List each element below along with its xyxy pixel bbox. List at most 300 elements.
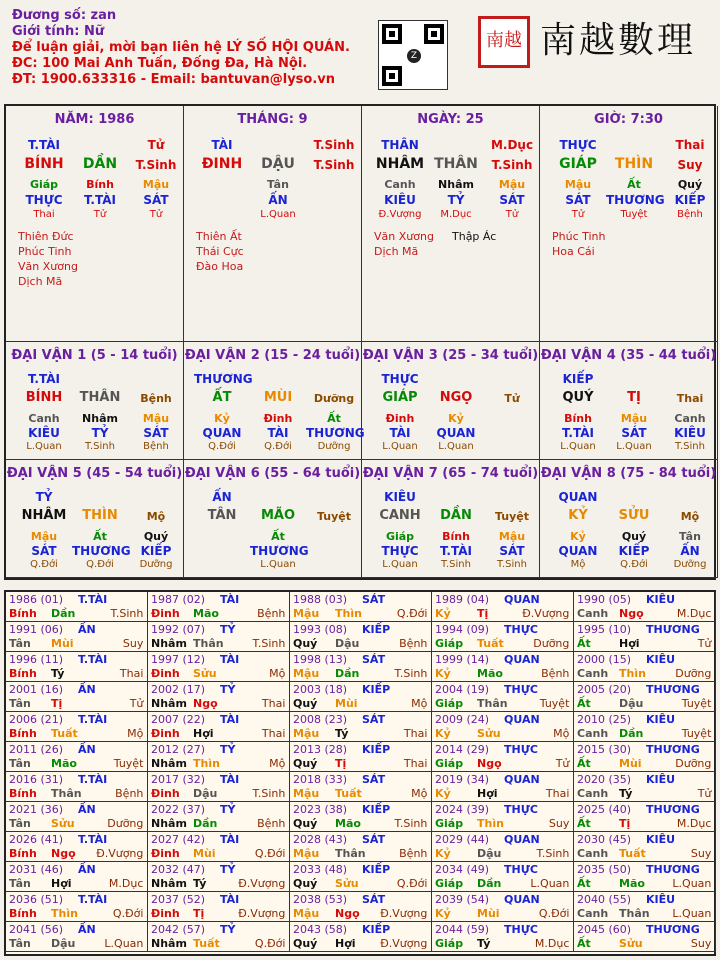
year-branch: Tý [51, 667, 65, 680]
pillar-god: M.Dục [490, 138, 534, 152]
year-label: 2008 (23) [293, 713, 348, 726]
year-branch: Tuất [335, 787, 362, 800]
year-branch: Dần [477, 877, 502, 890]
year-label: 2034 (49) [435, 863, 490, 876]
hidden-stem: Nhâm [438, 178, 474, 191]
pillar-god: Tử [147, 138, 165, 152]
year-god: THỰC [504, 923, 538, 936]
year-branch: Thân [51, 787, 82, 800]
year-cell [574, 622, 716, 652]
year-label: 2001 (16) [9, 683, 64, 696]
year-cell [290, 592, 432, 622]
dai-van-cell [184, 342, 365, 460]
year-branch: Ngọ [335, 907, 360, 920]
year-stem: Tân [9, 757, 31, 770]
hidden-god: TỶ [91, 426, 109, 440]
life-stage: Q.Đới [30, 559, 58, 570]
year-stage: Bệnh [399, 847, 428, 860]
year-label: 2029 (44) [435, 833, 490, 846]
dai-van-god: KIẾP [562, 372, 594, 386]
year-stage: Q.Đới [538, 907, 570, 920]
hidden-stem: Ất [93, 530, 107, 543]
life-stage: Mộ [570, 559, 586, 570]
life-stage: Dưỡng [139, 559, 173, 570]
hidden-god: THƯƠNG [250, 544, 309, 558]
year-stage: M.Dục [676, 817, 712, 830]
year-stage: Dưỡng [107, 817, 144, 830]
year-stem: Mậu [293, 607, 320, 620]
year-label: 2044 (59) [435, 923, 490, 936]
hidden-stem: Mậu [142, 178, 170, 191]
dai-van-cell [362, 342, 540, 460]
dai-van-cell [540, 460, 718, 578]
year-god: T.TÀI [78, 653, 108, 666]
year-branch: Mùi [51, 637, 74, 650]
life-stage: Bệnh [677, 209, 703, 220]
pillar-stem: GIÁP [559, 156, 597, 172]
year-god: TỶ [220, 743, 236, 756]
year-stage: Dưỡng [533, 637, 570, 650]
year-branch: Tuất [193, 937, 220, 950]
year-label: 2006 (21) [9, 713, 64, 726]
life-stage: T.Sinh [497, 559, 527, 570]
year-branch: Mùi [193, 847, 216, 860]
year-god: TÀI [220, 593, 240, 606]
year-stage: Bệnh [399, 637, 428, 650]
year-god: TỶ [220, 863, 236, 876]
year-stem: Ất [577, 937, 591, 950]
life-stage: Tuyệt [620, 209, 648, 220]
pillar-cell [6, 106, 184, 342]
dai-van-stem: ẤT [212, 390, 232, 405]
year-stem: Mậu [293, 907, 320, 920]
pillar-cell [184, 106, 362, 342]
year-stem: Ất [577, 637, 591, 650]
year-stage: Tử [697, 787, 712, 800]
year-stage: T.Sinh [536, 847, 570, 860]
year-god: TỶ [220, 803, 236, 816]
year-label: 2015 (30) [577, 743, 632, 756]
year-label: 1993 (08) [293, 623, 348, 636]
life-stage: L.Quan [26, 441, 62, 452]
life-stage: L.Quan [616, 441, 652, 452]
year-label: 2022 (37) [151, 803, 206, 816]
year-label: 2027 (42) [151, 833, 206, 846]
pillar-stem-stage: T.Sinh [135, 158, 177, 172]
year-god: QUAN [504, 653, 540, 666]
year-cell [574, 862, 716, 892]
hidden-god: QUAN [436, 426, 476, 440]
dai-van-title: ĐẠI VẬN 5 (45 - 54 tuổi) [6, 466, 183, 481]
year-god: KIÊU [646, 593, 676, 606]
year-label: 2030 (45) [577, 833, 632, 846]
year-cell [574, 742, 716, 772]
pillar-stem-stage: Suy [677, 158, 703, 172]
dai-van-branch: TỊ [627, 390, 641, 405]
year-label: 2013 (28) [293, 743, 348, 756]
year-stage: Tuyệt [681, 727, 712, 740]
hidden-god: KIẾP [674, 193, 706, 207]
year-branch: Tị [193, 907, 205, 920]
life-stage: Dưỡng [317, 441, 351, 452]
year-god: TÀI [220, 713, 240, 726]
year-branch: Thìn [619, 667, 646, 680]
year-god: T.TÀI [78, 713, 108, 726]
dai-van-god: ẤN [212, 490, 232, 504]
dai-van-stage: Tử [504, 392, 520, 405]
year-stem: Quý [293, 757, 318, 770]
year-stage: L.Quan [530, 877, 570, 890]
life-stage: Q.Đới [208, 441, 236, 452]
year-label: 2003 (18) [293, 683, 348, 696]
year-branch: Hợi [193, 727, 214, 740]
year-stage: L.Quan [104, 937, 144, 950]
hidden-stem: Đinh [385, 412, 415, 425]
year-stem: Ất [577, 757, 591, 770]
dai-van-stage: Tuyệt [494, 510, 529, 523]
dai-van-title: ĐẠI VẬN 4 (35 - 44 tuổi) [540, 348, 717, 363]
year-god: THƯƠNG [646, 743, 700, 756]
year-stage: Q.Đới [112, 907, 144, 920]
year-branch: Mão [51, 757, 77, 770]
year-stage: Mộ [411, 697, 428, 710]
year-branch: Dậu [619, 697, 644, 710]
year-stage: Mộ [411, 787, 428, 800]
year-label: 1990 (05) [577, 593, 632, 606]
hidden-stem: Mậu [564, 178, 592, 191]
year-label: 2021 (36) [9, 803, 64, 816]
year-god: THƯƠNG [646, 623, 700, 636]
year-branch: Mùi [335, 697, 358, 710]
year-stage: Mộ [269, 757, 286, 770]
year-god: KIÊU [646, 773, 676, 786]
dai-van-stage: Tuyệt [316, 510, 351, 523]
year-branch: Tý [619, 787, 633, 800]
life-stage: L.Quan [438, 441, 474, 452]
year-cell [290, 712, 432, 742]
year-label: 2031 (46) [9, 863, 64, 876]
year-god: TÀI [220, 893, 240, 906]
year-stem: Kỷ [435, 907, 451, 920]
year-stem: Mậu [293, 847, 320, 860]
year-stage: Tuyệt [113, 757, 144, 770]
year-stem: Ất [577, 877, 591, 890]
year-label: 1999 (14) [435, 653, 490, 666]
year-label: 2002 (17) [151, 683, 206, 696]
hidden-stem: Canh [28, 412, 60, 425]
year-stem: Kỷ [435, 847, 451, 860]
life-stage: L.Quan [560, 441, 596, 452]
year-stem: Đinh [151, 907, 180, 920]
year-cell [290, 832, 432, 862]
annual-luck-table [4, 590, 716, 956]
dai-van-stage: Bệnh [140, 392, 172, 405]
year-label: 2011 (26) [9, 743, 64, 756]
year-god: THƯƠNG [646, 683, 700, 696]
hidden-stem: Giáp [385, 530, 415, 543]
hidden-god: KIÊU [674, 426, 706, 440]
year-cell [6, 832, 148, 862]
year-branch: Tý [193, 877, 207, 890]
year-stage: T.Sinh [252, 637, 286, 650]
year-stem: Kỷ [435, 667, 451, 680]
pillar-branch: DẬU [261, 156, 295, 172]
pillar-god: T.Sinh [313, 138, 355, 152]
year-god: SÁT [362, 833, 386, 846]
year-stage: Q.Đới [254, 937, 286, 950]
hidden-god: KIÊU [28, 426, 60, 440]
dai-van-cell [6, 342, 184, 460]
year-god: THỰC [504, 743, 538, 756]
dai-van-stem: KỶ [568, 508, 588, 523]
year-cell [6, 682, 148, 712]
life-stage: L.Quan [382, 441, 418, 452]
year-cell [6, 802, 148, 832]
year-branch: Ngọ [51, 847, 76, 860]
year-stem: Nhâm [151, 637, 187, 650]
year-cell [148, 862, 290, 892]
year-stage: Thai [261, 727, 286, 740]
year-cell [432, 802, 574, 832]
hidden-stem: Mậu [498, 178, 526, 191]
year-stem: Nhâm [151, 757, 187, 770]
year-stem: Bính [9, 607, 37, 620]
pillar-branch: DẦN [82, 156, 118, 172]
year-branch: Tý [335, 727, 349, 740]
hidden-stem: Canh [384, 178, 416, 191]
year-cell [290, 862, 432, 892]
year-god: THỰC [504, 623, 538, 636]
hidden-god: THƯƠNG [306, 426, 365, 440]
year-god: SÁT [362, 773, 386, 786]
year-god: T.TÀI [78, 773, 108, 786]
year-branch: Thân [193, 637, 224, 650]
life-stage: Q.Đới [620, 559, 648, 570]
pillar-god: Thai [675, 138, 705, 152]
year-god: QUAN [504, 713, 540, 726]
year-branch: Dậu [193, 787, 218, 800]
dai-van-stem: CANH [379, 508, 421, 523]
year-stem: Canh [577, 907, 609, 920]
year-stage: Q.Đới [254, 847, 286, 860]
pillar-title: NGÀY: 25 [417, 112, 484, 127]
year-stage: Dưỡng [675, 667, 712, 680]
year-stage: Tuyệt [539, 697, 570, 710]
brand-logo-text: 南越數理 [540, 20, 697, 61]
year-cell [290, 742, 432, 772]
year-cell [148, 652, 290, 682]
year-stage: Suy [548, 817, 570, 830]
year-stem: Bính [9, 907, 37, 920]
year-label: 2025 (40) [577, 803, 632, 816]
dai-van-god: TỶ [35, 490, 53, 504]
dai-van-god: THƯƠNG [194, 372, 253, 386]
divine-star: Dịch Mã [374, 245, 419, 258]
year-cell [148, 742, 290, 772]
year-branch: Thân [335, 847, 366, 860]
year-cell [574, 772, 716, 802]
dai-van-stem: NHÂM [21, 508, 67, 523]
year-cell [6, 892, 148, 922]
hidden-stem: Bính [86, 178, 114, 191]
divine-star: Đào Hoa [196, 260, 244, 273]
year-stem: Đinh [151, 787, 180, 800]
pillar-stem-stage: T.Sinh [313, 158, 355, 172]
year-god: ẤN [78, 863, 96, 876]
year-cell [148, 622, 290, 652]
year-label: 2032 (47) [151, 863, 206, 876]
dai-van-god: THỰC [381, 372, 419, 386]
year-god: ẤN [78, 743, 96, 756]
dai-van-god: QUAN [558, 490, 598, 504]
year-stage: Q.Đới [396, 877, 428, 890]
year-stem: Canh [577, 847, 609, 860]
year-stem: Ất [577, 697, 591, 710]
pillar-stem: ĐINH [201, 156, 243, 172]
year-branch: Tị [619, 817, 631, 830]
year-god: SÁT [362, 653, 386, 666]
year-stage: M.Dục [534, 937, 570, 950]
year-stage: Mộ [553, 727, 570, 740]
year-stage: T.Sinh [252, 787, 286, 800]
dai-van-title: ĐẠI VẬN 7 (65 - 74 tuổi) [362, 466, 539, 481]
year-stage: Đ.Vượng [380, 937, 428, 950]
year-cell [148, 772, 290, 802]
year-label: 2017 (32) [151, 773, 206, 786]
year-branch: Thìn [51, 907, 78, 920]
year-stage: Bệnh [541, 667, 570, 680]
hidden-god: KIẾP [140, 544, 172, 558]
year-label: 2035 (50) [577, 863, 632, 876]
year-stage: Bệnh [115, 787, 144, 800]
year-label: 2039 (54) [435, 893, 490, 906]
hidden-god: KIÊU [384, 193, 416, 207]
life-stage: Đ.Vượng [378, 209, 422, 220]
dai-van-title: ĐẠI VẬN 3 (25 - 34 tuổi) [362, 348, 539, 363]
year-label: 1996 (11) [9, 653, 64, 666]
year-god: TÀI [220, 833, 240, 846]
dai-van-title: ĐẠI VẬN 2 (15 - 24 tuổi) [184, 348, 361, 363]
year-god: THƯƠNG [646, 863, 700, 876]
divine-star: Văn Xương [18, 260, 78, 273]
year-stem: Đinh [151, 847, 180, 860]
life-stage: Bệnh [143, 441, 169, 452]
hidden-stem: Đinh [263, 412, 293, 425]
year-god: KIÊU [646, 713, 676, 726]
year-cell [148, 682, 290, 712]
year-cell [432, 922, 574, 952]
year-stem: Nhâm [151, 877, 187, 890]
year-stem: Bính [9, 667, 37, 680]
year-label: 1989 (04) [435, 593, 490, 606]
hidden-stem: Giáp [29, 178, 59, 191]
year-branch: Mão [619, 877, 645, 890]
year-stem: Nhâm [151, 697, 187, 710]
year-cell [6, 712, 148, 742]
hidden-stem: Ất [271, 530, 285, 543]
dai-van-title: ĐẠI VẬN 6 (55 - 64 tuổi) [184, 466, 361, 481]
year-stem: Bính [9, 787, 37, 800]
year-god: THỰC [504, 863, 538, 876]
year-stage: Thai [261, 697, 286, 710]
year-god: TÀI [220, 773, 240, 786]
year-cell [148, 892, 290, 922]
dai-van-stage: Mộ [680, 510, 700, 523]
year-god: KIẾP [362, 863, 391, 876]
hidden-stem: Mậu [142, 412, 170, 425]
year-stage: M.Dục [676, 607, 712, 620]
year-branch: Thìn [335, 607, 362, 620]
divine-star: Phúc Tinh [552, 230, 606, 243]
year-branch: Ngọ [477, 757, 502, 770]
year-branch: Tuất [619, 847, 646, 860]
dai-van-stem: TÂN [207, 508, 237, 523]
year-god: THỰC [504, 683, 538, 696]
hidden-god: THỰC [381, 544, 419, 558]
year-god: KIẾP [362, 683, 391, 696]
dai-van-branch: MÙI [263, 390, 293, 405]
year-branch: Sửu [51, 817, 75, 830]
year-god: SÁT [362, 893, 386, 906]
year-stage: Suy [690, 847, 712, 860]
year-god: TÀI [220, 653, 240, 666]
year-label: 2026 (41) [9, 833, 64, 846]
year-god: T.TÀI [78, 833, 108, 846]
year-label: 2005 (20) [577, 683, 632, 696]
dai-van-stem: BÍNH [25, 390, 63, 405]
year-branch: Sửu [193, 667, 217, 680]
year-stem: Canh [577, 607, 609, 620]
hidden-stem: Bính [564, 412, 592, 425]
contact-note: Để luận giải, mời bạn liên hệ LÝ SỐ HỘI QUÁN. [12, 40, 350, 55]
year-cell [574, 922, 716, 952]
year-branch: Thìn [193, 757, 220, 770]
year-branch: Dần [51, 607, 76, 620]
year-stem: Canh [577, 787, 609, 800]
hidden-stem: Nhâm [82, 412, 118, 425]
year-god: THỰC [504, 803, 538, 816]
dai-van-cell [362, 460, 540, 578]
divine-star: Phúc Tinh [18, 245, 72, 258]
year-god: TỶ [220, 623, 236, 636]
year-stem: Kỷ [435, 787, 451, 800]
year-god: KIÊU [646, 833, 676, 846]
year-stem: Giáp [435, 757, 464, 770]
year-stage: T.Sinh [394, 667, 428, 680]
year-god: KIẾP [362, 803, 391, 816]
year-label: 1998 (13) [293, 653, 348, 666]
pillar-god: THÂN [381, 138, 419, 152]
year-god: THƯƠNG [646, 923, 700, 936]
year-branch: Hợi [477, 787, 498, 800]
year-label: 2036 (51) [9, 893, 64, 906]
year-label: 2020 (35) [577, 773, 632, 786]
hidden-god: THỰC [25, 193, 63, 207]
year-cell [574, 802, 716, 832]
dai-van-god: KIÊU [384, 490, 416, 504]
hidden-stem: Mậu [620, 412, 648, 425]
year-cell [432, 742, 574, 772]
year-stem: Ất [577, 817, 591, 830]
year-stem: Mậu [293, 787, 320, 800]
year-stage: Đ.Vượng [380, 907, 428, 920]
year-cell [290, 802, 432, 832]
pillar-god: THỰC [559, 138, 597, 152]
year-label: 2037 (52) [151, 893, 206, 906]
hidden-stem: Tân [679, 530, 701, 543]
year-god: KIẾP [362, 623, 391, 636]
year-branch: Tị [51, 697, 63, 710]
